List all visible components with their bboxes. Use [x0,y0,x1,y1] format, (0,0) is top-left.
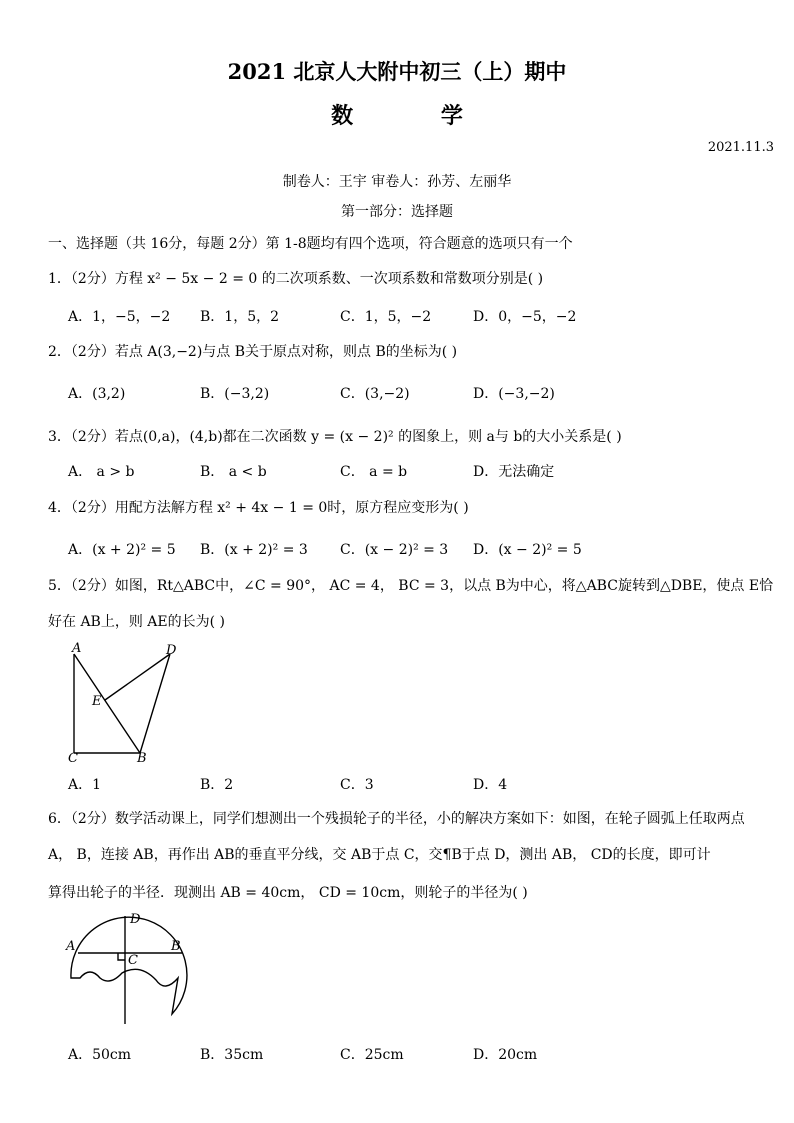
question-2-text: 2．（2分）若点 A(3,−2)与点 B关于原点对称，则点 B的坐标为( ) [48,344,458,360]
question-6-option-d: D．20cm [473,1047,538,1063]
question-5-figure [60,638,190,766]
label-c: C [68,751,78,766]
question-3-option-c: C． a = b [340,464,408,480]
question-3-text: 3．（2分）若点(0,a)，(4,b)都在二次函数 y = (x − 2)² 的图象上，则 a与 b的大小关系是( ) [48,429,622,445]
question-5-option-a: A．1 [68,777,102,793]
section-heading: 一、选择题（共 16分，每题 2分）第 1-8题均有四个选项，符合题意的选项只有一个 [48,236,573,252]
question-4-option-b: B．(x + 2)² = 3 [200,542,308,558]
question-2-option-d: D．(−3,−2) [473,386,555,402]
label-b: B [171,939,181,954]
question-6-option-c: C．25cm [340,1047,404,1063]
question-6-text-line1: 6．（2分）数学活动课上，同学们想测出一个残损轮子的半径，小的解决方案如下：如图，在轮子圆弧上任取两点 [48,811,745,827]
part-heading: 第一部分：选择题 [341,204,453,220]
label-a: A [66,939,76,954]
segment-de [105,654,170,700]
question-2-option-a: A．(3,2) [68,386,126,402]
question-4-option-a: A．(x + 2)² = 5 [68,542,176,558]
question-3-option-b: B． a < b [200,464,267,480]
segment-ab [74,654,140,753]
question-1-option-c: C．1，5，−2 [340,309,432,325]
label-d: D [166,643,177,658]
question-3-option-a: A． a > b [68,464,135,480]
question-5-text-line1: 5．（2分）如图，Rt△ABC中，∠C = 90°， AC = 4， BC = 3，以点 B为中心，将△ABC旋转到△DBE，使点 E恰 [48,578,774,594]
label-a: A [72,641,82,656]
exam-date: 2021.11.3 [707,140,774,155]
question-1-option-d: D．0，−5，−2 [473,309,577,325]
question-5-option-c: C．3 [340,777,374,793]
question-5-option-d: D．4 [473,777,508,793]
segment-bd [140,654,170,753]
question-1-option-b: B．1，5，2 [200,309,280,325]
question-1-text: 1．（2分）方程 x² − 5x − 2 = 0 的二次项系数、一次项系数和常数项分别是( ) [48,271,544,287]
question-6-figure [60,908,200,1030]
question-4-text: 4．（2分）用配方法解方程 x² + 4x − 1 = 0时，原方程应变形为( ) [48,500,469,516]
question-2-option-b: B．(−3,2) [200,386,270,402]
label-d: D [130,912,141,927]
question-5-text-line2: 好在 AB上，则 AE的长为( ) [48,614,226,630]
page-title: 2021 北京人大附中初三（上）期中 [227,59,567,84]
question-1-option-a: A．1，−5，−2 [68,309,171,325]
question-4-option-c: C．(x − 2)² = 3 [340,542,449,558]
label-b: B [137,751,147,766]
question-6-option-a: A．50cm [68,1047,132,1063]
label-e: E [92,694,102,709]
question-5-option-b: B．2 [200,777,234,793]
question-6-text-line2: A， B，连接 AB，再作出 AB的垂直平分线，交 AB于点 C，交¶B于点 D，测出 AB， CD的长度，即可计 [48,847,711,863]
label-c: C [128,953,138,968]
authors-line: 制卷人：王宇 审卷人：孙芳、左丽华 [282,174,512,190]
question-6-option-b: B．35cm [200,1047,264,1063]
subject-title: 数 学 [331,103,503,129]
question-6-text-line3: 算得出轮子的半径．现测出 AB = 40cm， CD = 10cm，则轮子的半径为( ) [48,885,528,901]
question-4-option-d: D．(x − 2)² = 5 [473,542,582,558]
question-2-option-c: C．(3,−2) [340,386,410,402]
question-3-option-d: D．无法确定 [473,464,555,480]
right-angle-mark [118,953,125,960]
